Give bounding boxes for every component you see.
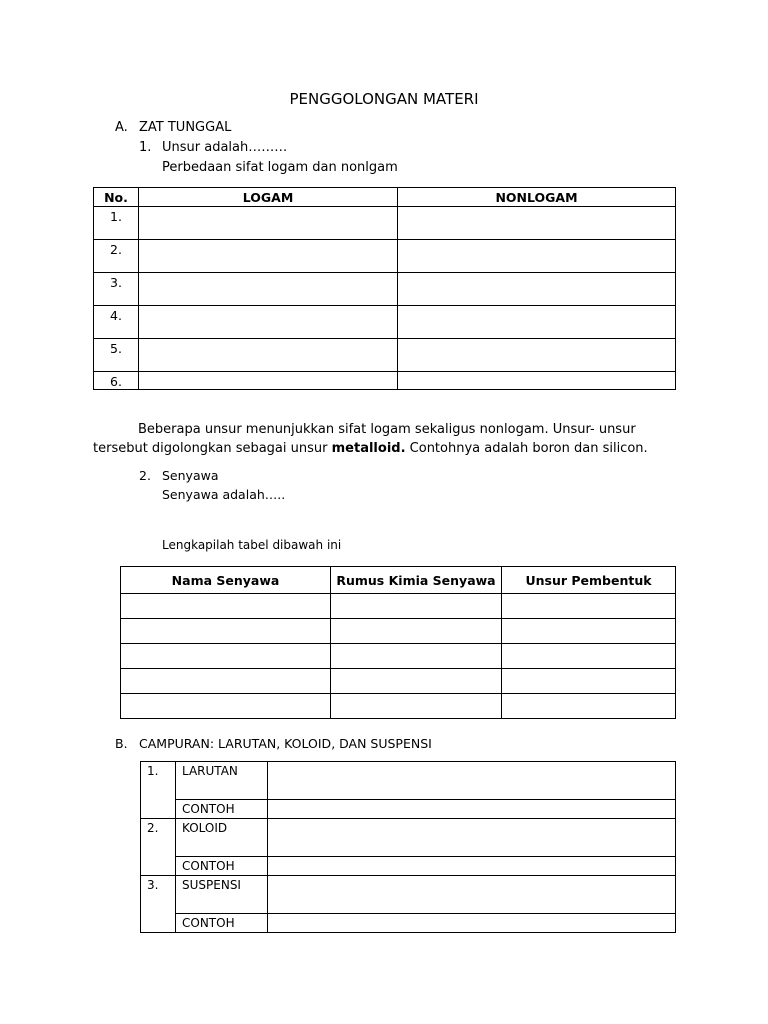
table-row: [121, 694, 676, 719]
compound-table: [120, 566, 676, 719]
table-row: [94, 339, 676, 372]
nama-cell[interactable]: [121, 594, 331, 619]
nama-cell[interactable]: [121, 694, 331, 719]
item1-number: 1.: [139, 140, 152, 155]
table-row: [121, 594, 676, 619]
paragraph-bold-term: metalloid.: [331, 441, 406, 456]
table-header-row: [94, 188, 676, 207]
header-nama-senyawa: Nama Senyawa: [121, 567, 331, 594]
header-logam: LOGAM: [139, 188, 398, 207]
logam-cell[interactable]: [139, 240, 398, 273]
logam-cell[interactable]: [139, 372, 398, 390]
table-row: [141, 914, 676, 933]
unsur-cell[interactable]: [502, 619, 676, 644]
example-label: CONTOH: [176, 914, 268, 933]
logam-cell[interactable]: [139, 306, 398, 339]
section-a-marker: A.: [115, 120, 128, 135]
unsur-cell[interactable]: [502, 644, 676, 669]
row-number: 2.: [94, 240, 139, 273]
nama-cell[interactable]: [121, 619, 331, 644]
section-b-marker: B.: [115, 736, 128, 751]
item1-subtext: Perbedaan sifat logam dan nonlgam: [162, 160, 398, 175]
unsur-cell[interactable]: [502, 594, 676, 619]
table-row: [94, 372, 676, 390]
nonlogam-cell[interactable]: [398, 306, 676, 339]
nonlogam-cell[interactable]: [398, 240, 676, 273]
row-number: 3.: [94, 273, 139, 306]
example-cell[interactable]: [268, 914, 676, 933]
table-row: [94, 306, 676, 339]
nonlogam-cell[interactable]: [398, 339, 676, 372]
header-nonlogam: NONLOGAM: [398, 188, 676, 207]
page-title: PENGGOLONGAN MATERI: [289, 90, 479, 108]
nonlogam-cell[interactable]: [398, 273, 676, 306]
table-row: [121, 669, 676, 694]
table-row: [121, 644, 676, 669]
table-row: [141, 762, 676, 800]
row-number: 5.: [94, 339, 139, 372]
rumus-cell[interactable]: [331, 669, 502, 694]
table-row: [94, 273, 676, 306]
section-a-heading: ZAT TUNGGAL: [139, 120, 232, 135]
item2-text: Senyawa adalah…..: [162, 487, 286, 502]
unsur-cell[interactable]: [502, 669, 676, 694]
table-header-row: [121, 567, 676, 594]
table-row: [94, 240, 676, 273]
example-cell[interactable]: [268, 800, 676, 819]
row-number: 1.: [141, 762, 176, 819]
row-number: 2.: [141, 819, 176, 876]
mixture-label: KOLOID: [176, 819, 268, 857]
logam-cell[interactable]: [139, 273, 398, 306]
rumus-cell[interactable]: [331, 619, 502, 644]
metal-nonmetal-table: [93, 187, 676, 390]
row-number: 4.: [94, 306, 139, 339]
header-no: No.: [94, 188, 139, 207]
nama-cell[interactable]: [121, 669, 331, 694]
nonlogam-cell[interactable]: [398, 207, 676, 240]
table-row: [94, 207, 676, 240]
item2-number: 2.: [139, 468, 151, 483]
nonlogam-cell[interactable]: [398, 372, 676, 390]
description-cell[interactable]: [268, 762, 676, 800]
mixture-label: LARUTAN: [176, 762, 268, 800]
paragraph-part1: Beberapa unsur menunjukkan sifat logam sekaligus nonlogam. Unsur- unsur tersebut digolongkan sebagai unsur: [93, 422, 636, 456]
paragraph-part2: Contohnya adalah boron dan silicon.: [405, 441, 648, 456]
rumus-cell[interactable]: [331, 644, 502, 669]
description-cell[interactable]: [268, 819, 676, 857]
header-rumus-kimia: Rumus Kimia Senyawa: [331, 567, 502, 594]
item2-heading: Senyawa: [162, 468, 219, 483]
table-row: [141, 857, 676, 876]
row-number: 1.: [94, 207, 139, 240]
table-row: [141, 876, 676, 914]
rumus-cell[interactable]: [331, 694, 502, 719]
rumus-cell[interactable]: [331, 594, 502, 619]
unsur-cell[interactable]: [502, 694, 676, 719]
section-b-heading: CAMPURAN: LARUTAN, KOLOID, DAN SUSPENSI: [139, 736, 432, 751]
example-cell[interactable]: [268, 857, 676, 876]
example-label: CONTOH: [176, 800, 268, 819]
mixture-table: [140, 761, 676, 933]
nama-cell[interactable]: [121, 644, 331, 669]
row-number: 3.: [141, 876, 176, 933]
logam-cell[interactable]: [139, 339, 398, 372]
header-unsur-pembentuk: Unsur Pembentuk: [502, 567, 676, 594]
row-number: 6.: [94, 372, 139, 390]
example-label: CONTOH: [176, 857, 268, 876]
table-instruction: Lengkapilah tabel dibawah ini: [162, 538, 342, 552]
logam-cell[interactable]: [139, 207, 398, 240]
table-row: [121, 619, 676, 644]
table-row: [141, 819, 676, 857]
table-row: [141, 800, 676, 819]
description-cell[interactable]: [268, 876, 676, 914]
metalloid-paragraph: [93, 420, 675, 458]
mixture-label: SUSPENSI: [176, 876, 268, 914]
item1-text: Unsur adalah………: [162, 140, 288, 155]
